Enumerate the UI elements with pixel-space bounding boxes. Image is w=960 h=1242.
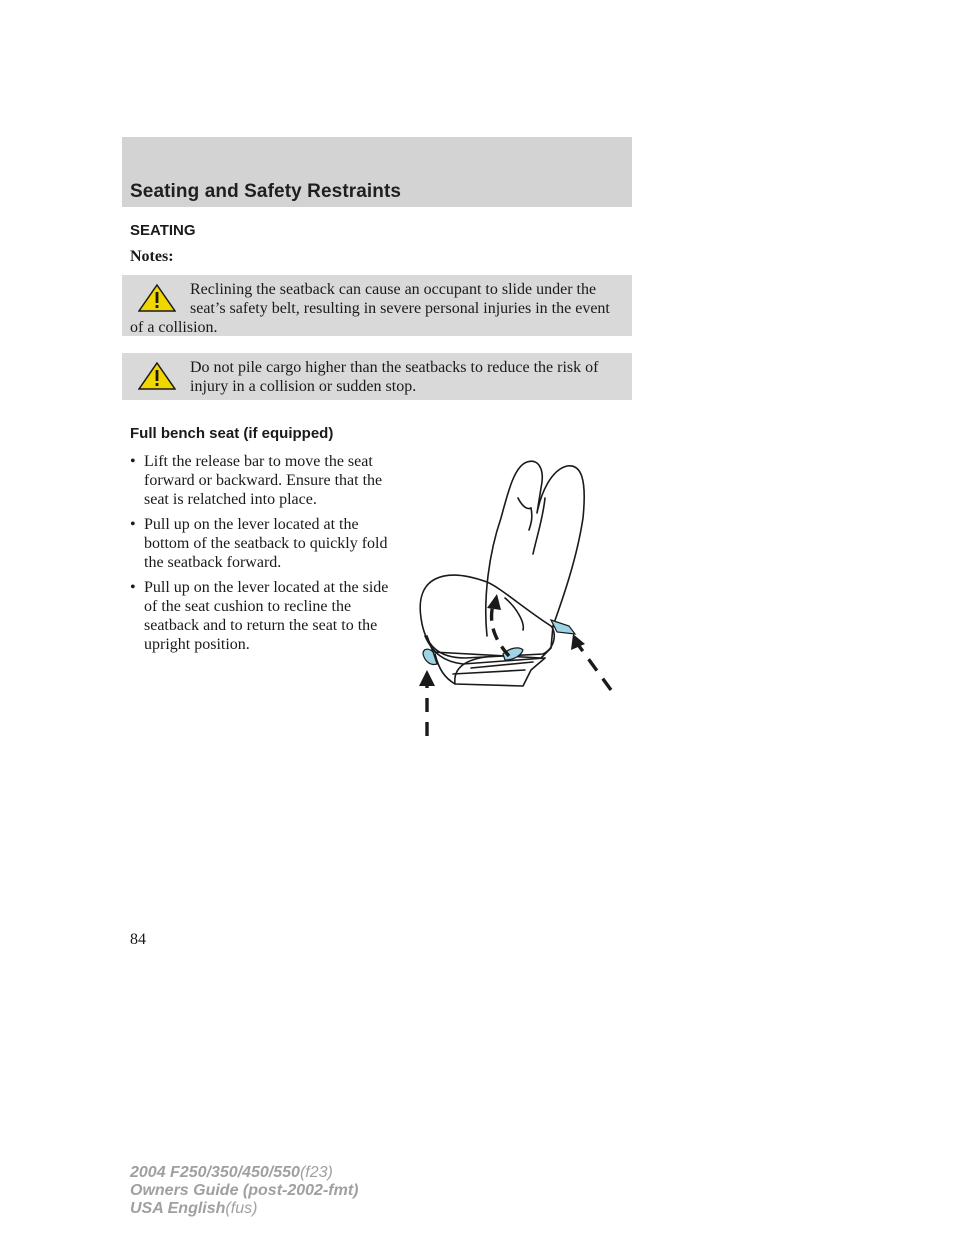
footer-language: USA English [130, 1200, 226, 1217]
footer-language-code: (fus) [225, 1200, 258, 1217]
notes-label: Notes: [130, 248, 174, 265]
chapter-title: Seating and Safety Restraints [130, 181, 402, 202]
list-item [130, 578, 392, 654]
warning-text: Reclining the seatback can cause an occupant to slide under the seat’s safety belt, resulting in severe personal injuries in the event of a collision. [130, 281, 610, 336]
list-item [130, 515, 392, 572]
document-footer [130, 1164, 358, 1218]
footer-line-language [130, 1200, 358, 1218]
bench-seat-illustration [405, 458, 630, 743]
footer-model: 2004 F250/350/450/550 [130, 1164, 300, 1181]
warning-box-recline [122, 275, 632, 336]
list-item-text: Pull up on the lever located at the side of the seat cushion to recline the seatback and to return the seat to the upright position. [144, 579, 389, 653]
subsection-title: Full bench seat (if equipped) [130, 425, 334, 442]
list-item [130, 452, 392, 509]
chapter-header-bar [122, 137, 632, 207]
list-item-text: Pull up on the lever located at the bottom of the seatback to quickly fold the seatback forward. [144, 516, 388, 571]
bullet-glyph: • [130, 453, 136, 470]
footer-model-code: (f23) [299, 1164, 333, 1181]
warning-text: Do not pile cargo higher than the seatbacks to reduce the risk of injury in a collision or sudden stop. [190, 359, 599, 395]
bullet-glyph: • [130, 516, 136, 533]
footer-guide: Owners Guide (post-2002-fmt) [130, 1182, 359, 1199]
footer-line-model [130, 1164, 358, 1182]
section-title: SEATING [130, 222, 196, 239]
page-number: 84 [130, 931, 146, 948]
warning-triangle-icon [138, 284, 176, 312]
bullet-glyph: • [130, 579, 136, 596]
warning-triangle-icon [138, 362, 176, 390]
warning-box-cargo [122, 353, 632, 400]
instruction-list [130, 452, 392, 660]
footer-line-guide [130, 1182, 358, 1200]
list-item-text: Lift the release bar to move the seat forward or backward. Ensure that the seat is relatched into place. [144, 453, 383, 508]
